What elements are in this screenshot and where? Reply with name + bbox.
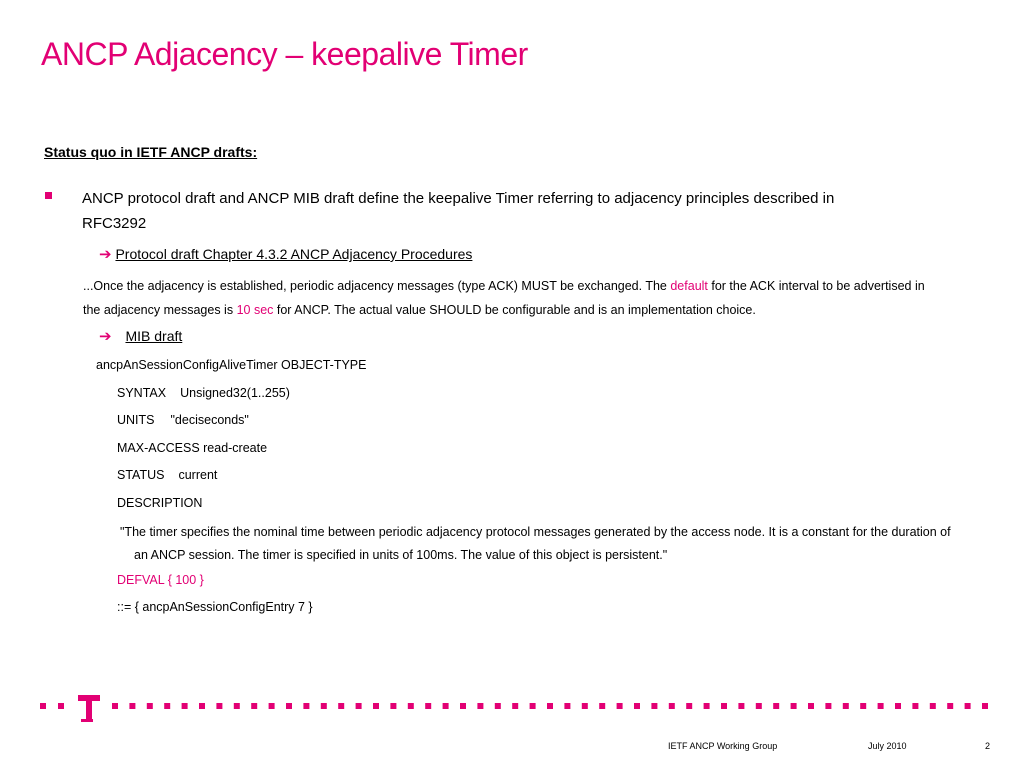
footer-dot <box>738 703 744 709</box>
syntax-label: SYNTAX <box>117 386 167 400</box>
footer-dot <box>912 703 918 709</box>
footer-dots <box>40 703 988 709</box>
mib-description-label: DESCRIPTION <box>117 496 203 510</box>
mib-units-line <box>117 413 249 427</box>
status-value: current <box>178 468 218 482</box>
footer-dot <box>112 703 118 709</box>
paragraph-part-3: for ANCP. The actual value SHOULD be configurable and is an implementation choice. <box>273 303 756 317</box>
footer-dot <box>164 703 170 709</box>
footer-dot <box>199 703 205 709</box>
mib-status-line <box>117 468 217 482</box>
footer-dot <box>825 703 831 709</box>
footer-dot <box>251 703 257 709</box>
footer-dot <box>303 703 309 709</box>
footer-dot <box>321 703 327 709</box>
ten-sec-highlight: 10 sec <box>236 303 274 317</box>
section-heading-text: Status quo in IETF ANCP drafts <box>44 144 253 160</box>
footer-dot <box>756 703 762 709</box>
arrow-right-icon: ➔ <box>99 246 112 263</box>
footer-dot <box>286 703 292 709</box>
footer-dot <box>965 703 971 709</box>
default-highlight: default <box>670 279 708 293</box>
footer-dot <box>390 703 396 709</box>
footer-dot <box>791 703 797 709</box>
footer-dot <box>338 703 344 709</box>
footer-dot <box>530 703 536 709</box>
mib-description-text: "The timer specifies the nominal time between periodic adjacency protocol messages generated by the access node. It is a constant for the duration of an ANCP session. The timer is specified in units of 100ms. The value of this object is persistent." <box>120 525 951 562</box>
footer-dot <box>408 703 414 709</box>
mib-entry-line: ::= { ancpAnSessionConfigEntry 7 } <box>117 600 313 614</box>
footer-date: July 2010 <box>868 741 907 751</box>
footer-dot <box>860 703 866 709</box>
footer-dot <box>895 703 901 709</box>
units-value: "deciseconds" <box>170 413 249 427</box>
footer-dot <box>617 703 623 709</box>
footer-dot <box>843 703 849 709</box>
footer-dot <box>512 703 518 709</box>
footer-dot <box>547 703 553 709</box>
footer-dot <box>704 703 710 709</box>
mib-syntax-line <box>117 386 290 400</box>
syntax-value: Unsigned32(1..255) <box>180 386 290 400</box>
bullet-text <box>82 186 902 236</box>
footer-dot <box>686 703 692 709</box>
footer-dot <box>147 703 153 709</box>
adjacency-paragraph <box>83 274 933 322</box>
footer-dot <box>460 703 466 709</box>
footer-dot <box>564 703 570 709</box>
footer-dot <box>495 703 501 709</box>
protocol-draft-link[interactable]: Protocol draft Chapter 4.3.2 ANCP Adjacency Procedures <box>115 246 473 262</box>
units-label: UNITS <box>117 413 155 427</box>
paragraph-part-2: for the ACK interval to be advertised in the adjacency messages is <box>83 279 925 317</box>
bullet-line-2: RFC3292 <box>82 215 147 232</box>
footer-dot <box>599 703 605 709</box>
footer-dot <box>373 703 379 709</box>
arrow-right-icon: ➔ <box>99 328 112 345</box>
footer-dot <box>878 703 884 709</box>
slide-title: ANCP Adjacency – keepalive Timer <box>41 36 528 72</box>
bullet-line-1: ANCP protocol draft and ANCP MIB draft define the keepalive Timer referring to adjacency principles described in <box>82 190 835 207</box>
bullet-square-icon <box>45 192 52 199</box>
footer-dot <box>234 703 240 709</box>
footer-page-number: 2 <box>985 741 991 751</box>
section-heading <box>44 144 257 160</box>
mib-draft-line <box>99 327 182 345</box>
footer-dot <box>582 703 588 709</box>
footer-dot <box>947 703 953 709</box>
footer-dot <box>808 703 814 709</box>
footer-dot <box>634 703 640 709</box>
footer-dotted-band <box>0 690 1024 726</box>
footer-dot <box>651 703 657 709</box>
mib-object-line: ancpAnSessionConfigAliveTimer OBJECT-TYPE <box>96 358 367 372</box>
paragraph-part-1: ...Once the adjacency is established, periodic adjacency messages (type ACK) MUST be exchanged. The <box>83 279 671 293</box>
footer-dot <box>443 703 449 709</box>
footer-dot <box>129 703 135 709</box>
footer-dot <box>669 703 675 709</box>
footer-dot <box>982 703 988 709</box>
footer-dot <box>40 703 46 709</box>
footer-dot <box>425 703 431 709</box>
status-label: STATUS <box>117 468 165 482</box>
footer-dot <box>216 703 222 709</box>
mib-draft-link[interactable]: MIB draft <box>125 328 183 344</box>
footer-dot <box>930 703 936 709</box>
footer-dot <box>356 703 362 709</box>
section-heading-colon: : <box>252 144 258 160</box>
footer-dot <box>721 703 727 709</box>
footer-working-group: IETF ANCP Working Group <box>668 741 778 751</box>
telekom-logo-icon <box>78 695 100 722</box>
footer-dot <box>269 703 275 709</box>
footer-dot <box>477 703 483 709</box>
mib-max-access-line: MAX-ACCESS read-create <box>117 441 268 455</box>
footer-dot <box>58 703 64 709</box>
protocol-draft-line <box>99 245 472 263</box>
footer-dot <box>182 703 188 709</box>
mib-defval-line: DEFVAL { 100 } <box>117 573 204 587</box>
footer-dot <box>773 703 779 709</box>
